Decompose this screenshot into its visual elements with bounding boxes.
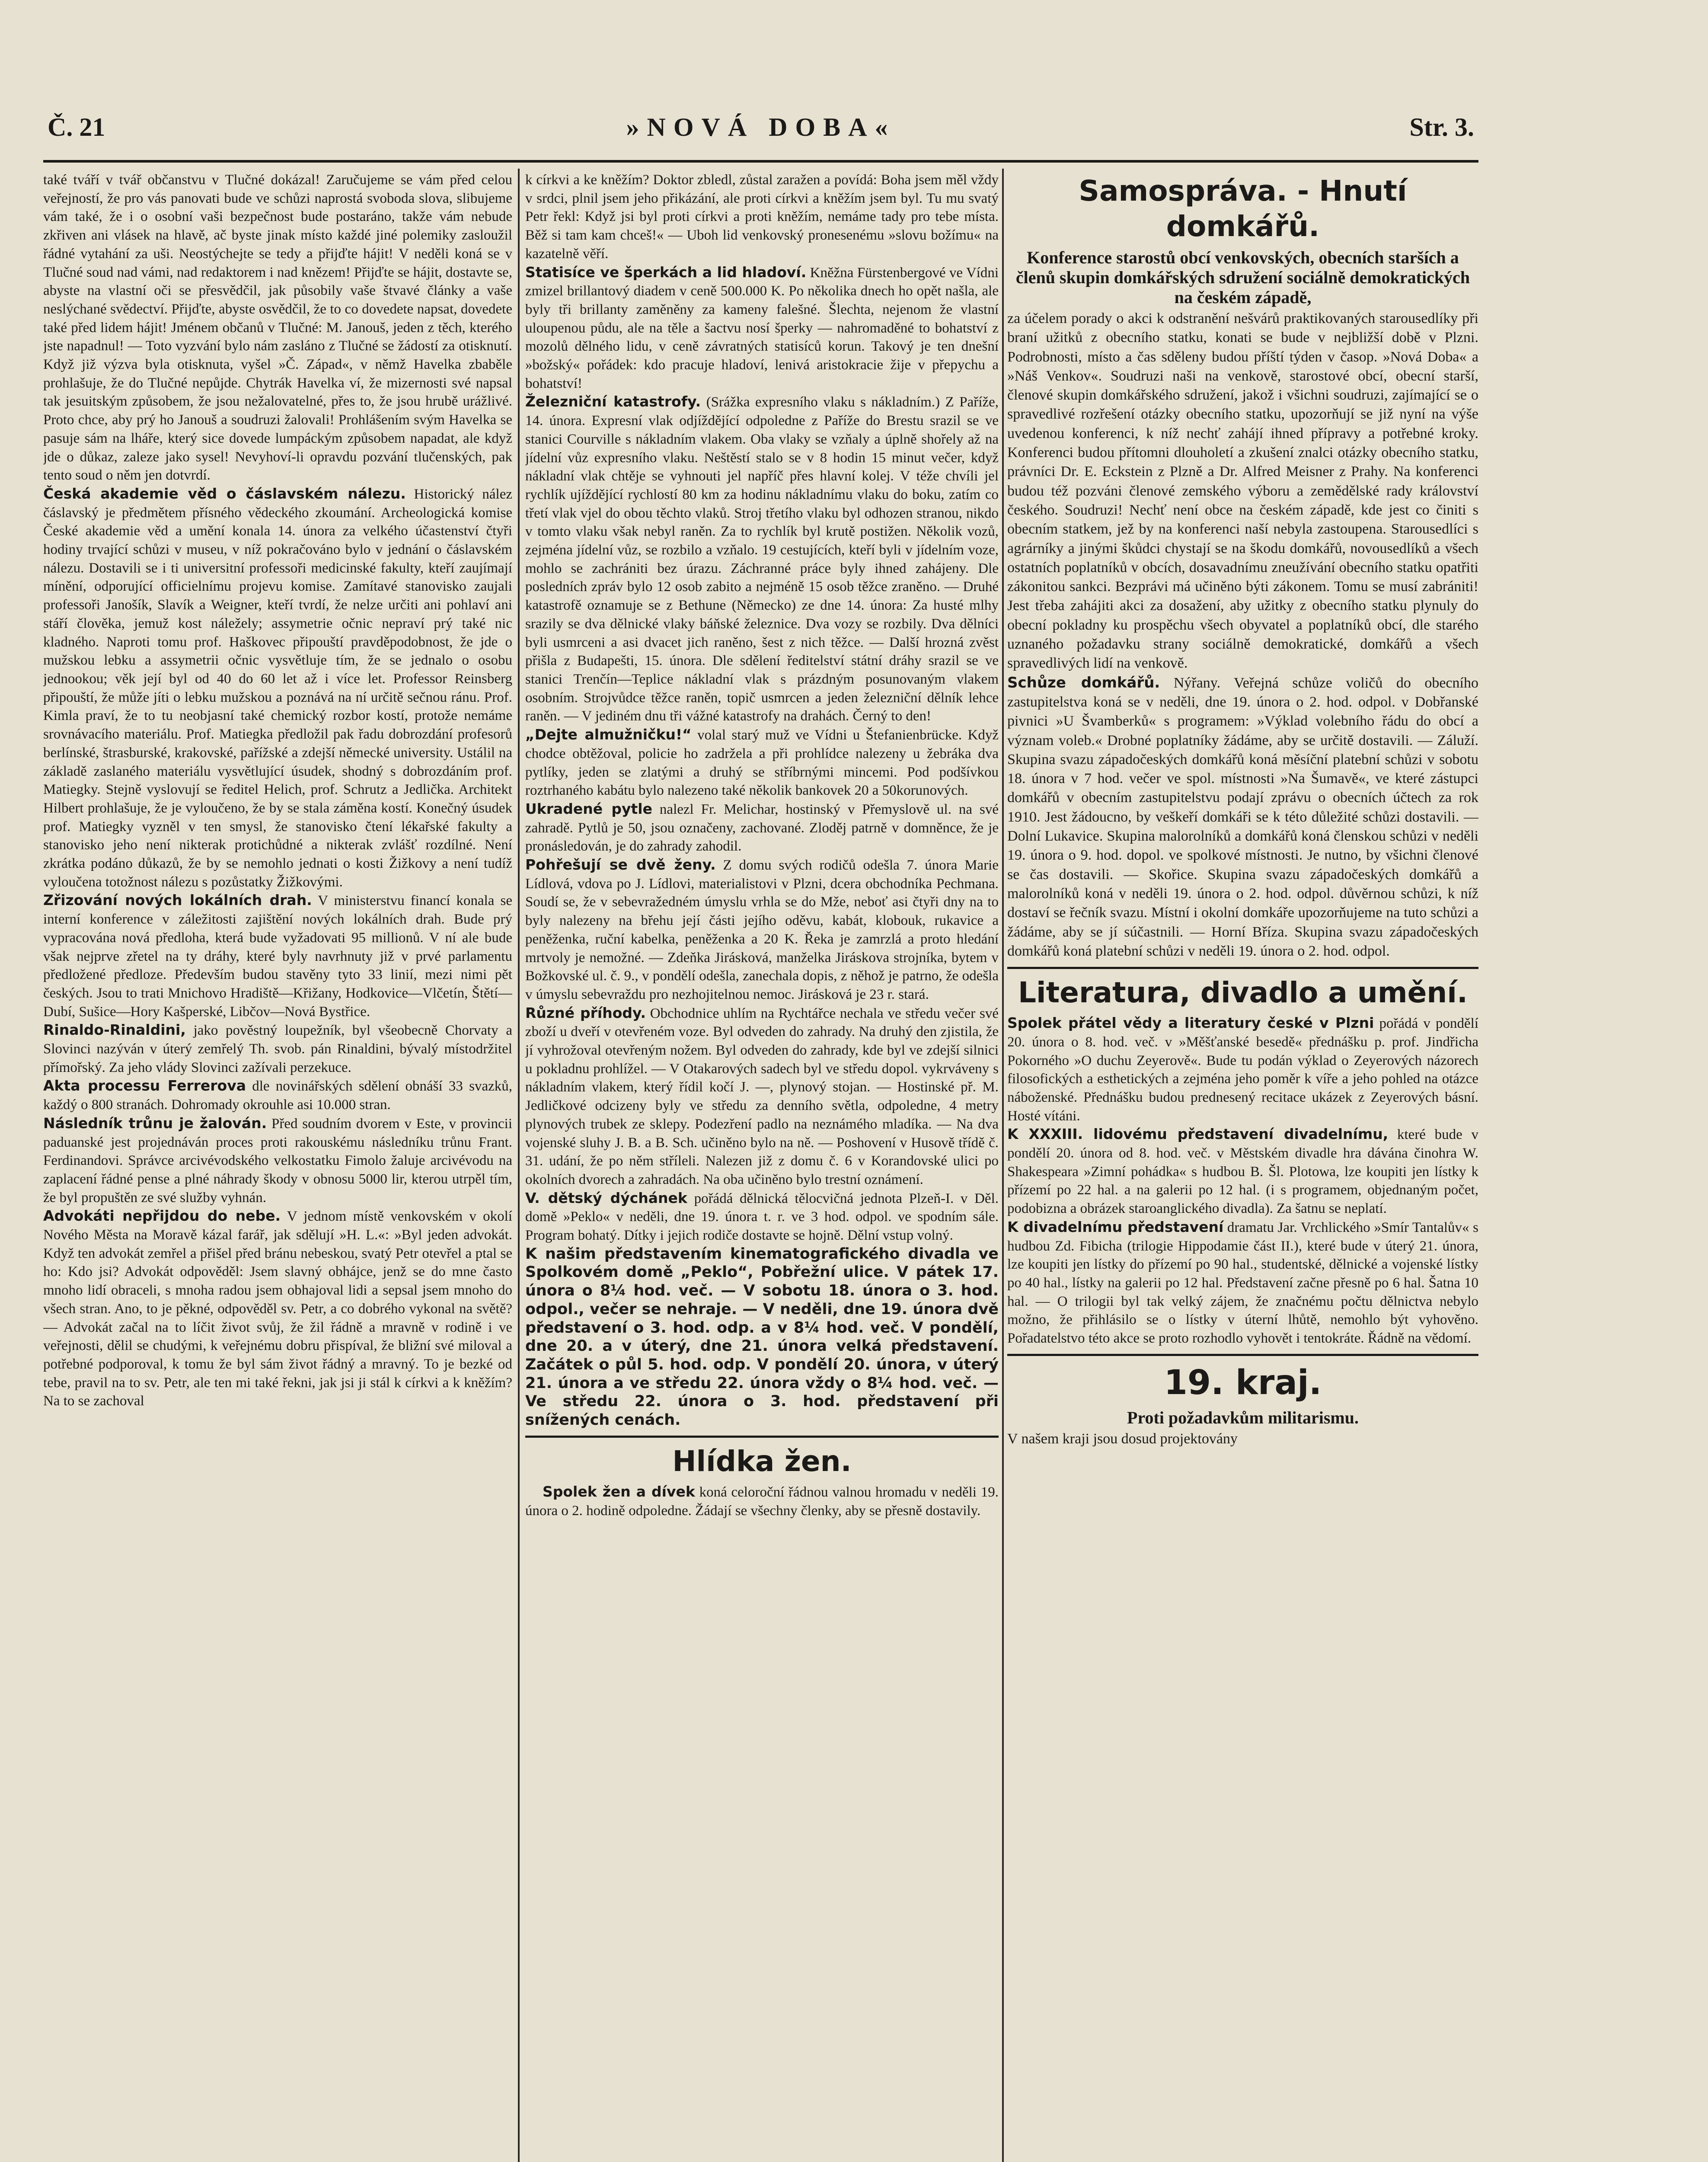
article-body: Kněžna Fürstenbergové ve Vídni zmizel brillantový diadem v ceně 500.000 K. Po několika dnech ho opět našla, ale byly tři brillanty zaměněny za kameny falešné. Šlechta, nejenom že vlastní uloupenou půdu, ale na těle a šactvu nosí šperky — nahromaděné to bohatství z mozolů dělného lidu, v ceně závratných statisíců korun. Takový je ten dnešní »božský« pořádek: kdo pracuje hladoví, lenivá aristokracie žije v přepychu a bohatství! [525,265,999,391]
article-advokati-cont: k církvi a ke kněžím? Doktor zbledl, zůstal zaražen a povídá: Boha jsem měl vždy v srdci, plnil jsem jeho přikázání, ale proti církvi a kněžím jsem byl. Tu mu svatý Petr řekl: Když jsi byl proti církvi a proti kněžím, nemáme tady pro tebe místa. Běž si tam kam chceš!« — Uboh lid venkovský pronesenému »slovu božímu« na kazatelně věří. [525,172,999,262]
article-headline: K XXXIII. lidovému představení divadelnímu, [1007,1126,1389,1143]
article-headline: Různé příhody. [525,1004,646,1021]
article-spolek-pratel [1007,1014,1478,1125]
article-body: které bude v pondělí 20. února od 8. hod. več. v Městském divadle hra dávána činohra W. Shakespeara »Zimní pohádka« s hudbou B. Šl. Plotowa, lze koupiti jen lístky k přízemí po 22 hal. a na galerii po 12 hal. (i s programem, objednaným počet, podobizna a obrázek staroanglického divadla). Za šatnu se neplatí. [1007,1127,1478,1217]
article-body: Z domu svých rodičů odešla 7. února Marie Lídlová, vdova po J. Lídlovi, materialistovi v Plzni, dcera obchodníka Pechmana. Soudí se, že v sebevražedném úmyslu vrhla se do Mže, neboť asi čtyři dny na to byly nalezeny na břehu její části jejího oděvu, kabát, klobouk, rukavice a peněženka, ruční kabelka, peněženka a 20 K. Řeka je zamrzlá a proto hledání mrtvoly je nemožné. — Zdeňka Jirásková, manželka Jiráskova strojníka, bytem v Božkovské ul. č. 9., v pondělí odešla, zanechala dopis, z něhož je patrno, že odešla v úmyslu sebevraždu pro nezhojitelnou nemoc. Jirásková je 23 r. stará. [525,857,999,1002]
article-schuze-domkaru [1007,673,1478,961]
kino-announcement: K našim představením kinematografického divadla ve Spolkovém domě „Peklo“, Pobřežní ulice. V pátek 17. února o 8¼ hod. več. — V sobotu 18. února o 3. hod. odpol., večer se nehraje. — V neděli, dne 19. února dvě představení o 3. hod. odp. a v 8¼ hod. več. V pondělí, dne 20. a v úterý, dne 21. února velká představení. Začátek o půl 5. hod. odp. V pondělí 20. února, v úterý 21. února a ve středu 22. února vždy o 8¼ hod. več. — Ve středu 22. února o 3. hod. představení při snížených cenách. [525,1245,999,1429]
article-almuznicka [525,726,999,800]
page-number: Str. 3. [1409,113,1474,141]
article-body: dle novinářských sdělení obnáší 33 svazků, každý o 800 stranách. Dohromady okrouhle asi 10.000 stran. [43,1078,512,1113]
column-3 [1007,171,1478,2162]
article-headline: K divadelnímu představení [1007,1218,1224,1235]
article-headline: „Dejte almužničku!“ [525,726,692,743]
article-divadelni-predstaveni [1007,1218,1478,1348]
article-headline: Advokáti nepřijdou do nebe. [43,1207,281,1225]
column-rule [1002,169,1004,2162]
article-militarismus: V našem kraji jsou dosud projektovány [1007,1430,1238,1447]
article-body: Historický nález čáslavský je předmětem přísného vědeckého zkoumání. Archeologická komise České akademie věd a umění konala 14. února za velkého účastenství čtyři hodiny trvající schůzi v museu, v níž pokračováno bylo v jednání o čáslavském nálezu. Dostavili se i ti universitní professoři medicinské fakulty, kteří zaujímají mínění, odporující officielnímu projevu komise. Zamítavé stanovisko zaujali professoři Janošík, Slavík a Weigner, kteří tvrdí, že nelze určiti ani pohlaví ani stáří člověka, jemuž kost náležely; assymetrie očnic nepraví prý také nic kladného. Naproti tomu prof. Haškovec připouští pravděpodobnost, že jde o mužskou lebku a assymetrii očnic vysvětluje tím, že se jednalo o osobu jednookou; věk její byl od 40 do 60 let až i více let. Professor Reinsberg připouští, že může jíti o lebku mužskou a poznává na ní určitě sečnou ránu. Prof. Kimla praví, že to tu neobjasní také chemický rozbor kostí, protože nemáme srovnávacího materiálu. Prof. Matiegka předložil pak řadu dobrozdání profesorů berlínské, štrasburské, krakovské, pařížské a zdejší německé university. Ustálil na základě zaslaného materiálu vysvětlující úsudek, shodný s dobrozdáním prof. Matiegky. Stejně vyslovují se ředitel Helich, prof. Schrutz a Jedlička. Architekt Hilbert prohlašuje, že je vyloučeno, že by se stala záměna kostí. Konečný úsudek prof. Matiegky vyzněl v ten smysl, že stanovisko čtení lékařské fakulty a stanovisko jeho není nikterak protichůdné a nikterak zvlášť rozdílné. Není zkrátka podáno důkazů, že by se nemohlo jednati o kosti Žižkovy a není tudíž vyloučena totožnost nálezu s pozůstatky Žižkovými. [43,486,512,890]
article-body: Před soudním dvorem v Este, v provincii paduanské jest projednáván proces proti rakouskému následníku trůnu Frant. Ferdinandovi. Správce arcivévodského velkostatku Fimolo žaluje arcivévodu na zaplacení řádné pense a plné náhrady škody v obnosu 5000 lir, kterou utrpěl tím, že byl propuštěn ze své služby vyhnán. [43,1116,512,1206]
article-headline: Statisíce ve šperkách a lid hladoví. [525,263,807,281]
article-body: nalezl Fr. Melichar, hostinský v Přemyslově ul. na své zahradě. Pytlů je 50, jsou označeny, zachované. Zloděj patrně v domněnce, že je pronásledován, je do zahrady zahodil. [525,801,999,854]
article-headline: Rinaldo-Rinaldini, [43,1021,186,1039]
article-headline: Ukradené pytle [525,800,652,817]
column-rule [518,169,520,2162]
article-headline: Schůze domkářů. [1007,674,1160,691]
article-body: V jednom místě venkovském v okolí Nového Města na Moravě kázal farář, jak sdělují »H. L.«: »Byl jeden advokát. Když ten advokát zemřel a přišel před bránu nebeskou, svatý Petr otevřel a ptal se ho: Kdo jsi? Advokát odpověděl: Jsem slavný obhájce, jenž se do mne často mnoho lidí obraceli, s mnoha radou jsem obhajoval lidi a sepsal jsem mnoho do všech stran. Ano, to je pěkné, odpověděl sv. Petr, a co dobrého vykonal na světě? — Advokát začal na to líčit život svůj, že žil řádně a mravně v rodině i ve veřejnosti, dělil se chudými, k veřejnému dobru přispíval, že bližní své miloval a potřebné podporoval, k tomu že byl sám život řádný a mravný. To je bezké od tebe, pravil na to sv. Petr, ale ten mi také řekni, jak jsi ji stál k církvi a k kněžím? Na to se zachoval [43,1209,512,1409]
article-body: dramatu Jar. Vrchlického »Smír Tantalův« s hudbou Zd. Fibicha (trilogie Hippodamie část II.), které bude v úterý 21. února, lze koupiti jen lístky do přízemí po 90 hal., studentské, dělnické a vojenské lístky po 40 hal., lístky na galerii po 12 hal. Představení začne přesně po 6 hal. Šatna 10 hal. — O trilogii byl tak velký zájem, že značnému počtu dělnictva nebylo možno, že přihlásilo se o lístky v úterní lhůtě, nemohlo být vyhověno. Pořadatelstvo této akce se proto rozhodlo vyhovět i tentokráte. Řádně na vědomí. [1007,1219,1478,1346]
article-sperky [525,263,999,393]
section-heading-kraj: 19. kraj. [1164,1363,1322,1402]
section-heading-literatura: Literatura, divadlo a umění. [1018,976,1468,1010]
article-konference: za účelem porady o akci k odstranění nešvárů praktikovaných starousedlíky při braní užitků z obecního statku, konati se bude v nejbližší době v Plzni. Podrobnosti, místo a čas sděleny budou příští týden v časop. »Nová Doba« a »Náš Venkov«. Soudruzi naši na venkově, starostové obcí, obecní starší, členové skupin domkářského sdružení, jakož i všichni soudruzi, zajímající se o spravedlivé rozřešení otázky obecního statku, upozorňují se již nyní na výše uvedenou konferenci, k níž nechť zahájí ihned přípravy a potřebné kroky. Konferenci budou přítomni dlouholetí a zkušení znalci otázky obecního statku, právníci Dr. E. Eckstein z Plzně a Dr. Alfred Meisner z Prahy. Na konferenci budou též pozváni členové zemského výboru a zemědělské rady království českého. Soudruzi! Nechť není obce na českém západě, kde jest co činiti s obecním statkem, jež by na konferenci naší nebyla zastoupena. Starousedlíci s agrárníky a jinými škůdci chystají se na škodu domkářů, novousedlíků a všech ostatních poplatníků v obcích, dosavadnímu zneužívání obecního statku opatřiti zákonitou sankci. Bezprávi má učiněno býti zákonem. Tomu se musí zabrániti! Jest třeba zahájiti akci za dosažení, aby užitky z obecního statku plynuly do obecní pokladny ku prospěchu všech obyvatel a poplatníků obcí, dle starého uznaného požadavku strany sociálně demokratické, domkářů a všech spravedlivých lidí na venkově. [1007,310,1478,672]
section-divider [1007,967,1478,969]
section-heading-hlidka-zen: Hlídka žen. [672,1444,852,1478]
subheading-konference: Konference starostů obcí venkovských, obecních starších a členů skupin domkářských sdružení sociálně demokratických na českém západě, [1015,248,1470,307]
article-body: jako pověstný loupežník, byl všeobecně Chorvaty a Slovinci nazýván v úterý zemřelý Th. svob. pán Rinaldini, bývalý místodržitel přímořský. Za jeho vlády Slovinci zažívali perzekuce. [43,1023,512,1075]
article-headline: Železniční katastrofy. [525,393,701,410]
article-headline: Spolek přátel vědy a literatury české v Plzni [1007,1014,1374,1032]
article-ferrer [43,1077,512,1114]
article-body: pořádá dělnická tělocvičná jednota Plzeň-I. v Děl. domě »Peklo« v neděli, dne 19. února t. r. ve 3 hod. odpol. ve spodním sále. Program bohatý. Dítky i jejich rodiče dostavte se hojně. Dělní vstup volný. [525,1190,999,1244]
article-prihody [525,1004,999,1189]
article-headline: Česká akademie věd o čáslavském nálezu. [43,485,406,502]
column-2 [525,171,999,2162]
section-heading-samosprava: Samospráva. - Hnutí domkářů. [1079,174,1407,243]
article-dychanek [525,1189,999,1245]
article-naslednik [43,1114,512,1207]
article-tlucna: také tváří v tvář občanstvu v Tlučné dokázal! Zaručujeme se vám před celou veřejností, že pro vás panovati bude ve schůzi naprostá svoboda slova, slibujeme vám také, že i o osobní vaši bezpečnost bude postaráno, takže vám nebude zkřiven ani vlásek na hlavě, ač byste jinak místo každé jiné polemiky zasloužil řádné vytahání za uši. Neostýchejte se tedy a přijďte hájit! V neděli koná se v Tlučné soud nad vámi, nad redaktorem i nad knězem! Přijďte se hájit, dostavte se, abyste na vlastní oči se přesvědčil, jak působily vaše štvavé články a vaše neslýchané svědectví. Přijďte, abyste osvědčil, že to co dovedete napsat, dovedete také před lidem hájit! Jménem občanů v Tlučné: M. Janouš, jeden z těch, kterého jste napadnul! — Toto vyzvání bylo nám zasláno z Tlučné se žádostí za otisknutí. Když již výzva byla otisknuta, vyšel »Č. Západ«, v němž Havelka zbaběle prohlašuje, že do Tlučné nepůjde. Chytrák Havelka ví, že mizernosti své napsal tak jesuitským způsobem, že jsou nežalovatelné, přes to, že jsou hrubě urážlivé. Proto chce, aby prý ho Janouš a soudruzi žalovali! Prohlášením svým Havelka se pasuje sám na lháře, který sice dovede lumpáckým způsobem napadat, ale když jde o důkaz, zaleze jako sysel! Nevyhoví-li opravdu pozvání tlučenských, pak tento soud o něm jen dotvrdí. [43,172,512,483]
section-divider [525,1436,999,1438]
column-1 [43,171,512,2162]
article-akademie [43,485,512,891]
section-divider [1007,1354,1478,1356]
article-zeny [525,856,999,1004]
article-headline: Akta processu Ferrerova [43,1077,246,1094]
subheading-militarismus: Proti požadavkům militarismu. [1127,1407,1359,1427]
article-headline: Spolek žen a dívek [543,1483,695,1500]
article-rinaldini [43,1021,512,1077]
article-headline: V. dětský dýchánek [525,1189,687,1206]
article-headline: Zřizování nových lokálních drah. [43,892,312,909]
article-body: Nýřany. Veřejná schůze voličů do obecního zastupitelstva koná se v neděli, dne 19. února o 2. hod. odpol. v Dobřanské pivnici »U Švamberků« s programem: »Výklad volebního řádu do obcí a význam voleb.« Drobné poplatníky žádáme, aby se určitě dostavili. — Záluží. Skupina svazu západočeských domkářů koná měsíční platební schůzi v sobotu 18. února v 7 hod. večer ve spol. místnosti »Na Šumavě«, ve které zástupci domkářů v obecním zastupitelstvu podají zprávu o obecních účtech za rok 1910. Jest žádoucno, by veškeří domkáři se k této důležité schůzi dostavili. — Dolní Lukavice. Skupina malorolníků a domkářů koná členskou schůzi v neděli 19. února o 9. hod. dopol. ve spolkové místnosti. Je nutno, by všichni členové se čas dostavili. — Skořice. Skupina svazu západočeských domkářů a malorolníků koná v neděli 19. února o 2. hod. odpol. důvěrnou schůzi, k níž dostaví se řečník svazu. Místní i okolní domkáře upozorňujeme na tuto schůzi a žádáme, aby se jí súčastnili. — Horní Bříza. Skupina svazu západočeských domkářů koná platební schůzi v neděli 19. února o 2. hod. odpol. [1007,675,1478,959]
issue-number: Č. 21 [48,113,105,141]
article-katastrofy [525,393,999,726]
article-pytle [525,800,999,856]
newspaper-title: »NOVÁ DOBA« [626,113,896,141]
article-advokati [43,1207,512,1410]
article-body: (Srážka expresního vlaku s nákladním.) Z Paříže, 14. února. Expresní vlak odjíždějící odpoledne z Paříže do Brestu srazil se ve stanici Courville s nákladním vlakem. Oba vlaky se vzňaly a úplně shořely až na jídelní vůz expresního vlaku. Neštěstí stalo se v 8 hodin 15 minut večer, když nákladní vlak chtěje se vyhnouti jel napříč přes hlavní kolej. V téže chvíli jel rychlík ujíždějící rychlostí 80 km za hodinu nákladnímu vlaku do boku, zatím co třetí vlak vjel do obou těchto vlaků. Stroj třetího vlaku byl odhozen stranou, nikdo v tomto vlaku však nebyl raněn. Za to rychlík byl krutě postižen. Několik vozů, zejména jídelní vůz, se rozbilo a vzňalo. 19 cestujících, kteří byli v jídelním voze, mohlo se zachrániti bez úrazu. Záchranné práce byly ihned zahájeny. Dle posledních zpráv bylo 12 osob zabito a nejméně 15 osob těžce zraněno. — Druhé katastrofě oznamuje se z Bethune (Německo) ze dne 14. února: Za husté mlhy srazily se dva dělnické vlaky báňské železnice. Dva vozy se rozbily. Dva dělníci byli usmrceni a asi dvacet jich raněno, šest z nich těžce. — Další hrozná zvěst přišla z Budapešti, 15. února. Dle sdělení ředitelství státní dráhy srazil se ve stanici Trenčín—Teplice nákladní vlak s prázdným posunovaným vlakem osobním. Strojvůdce těžce raněn, topič usmrcen a jeden železniční dělník lehce raněn. — V jediném dnu tři vážné katastrofy na drahách. Černý to den! [525,394,999,724]
article-lokalni-drahy [43,891,512,1021]
article-spolek-zen [525,1483,999,1520]
article-body: pořádá v pondělí 20. února o 8. hod. več. v »Měšťanské besedě« přednášku p. prof. Jindřicha Pokorného »O duchu Zeyerově«. Bude tu podán výklad o Zeyerových názorech filosofických a esthetických a zejména jeho poměr k víře a jeho pohled na otázce náboženské. Přednášku budou prednesený recitace ukázek z Zeyerových básní. Hosté vítáni. [1007,1016,1478,1124]
article-body: Obchodnice uhlím na Rychtářce nechala ve středu večer své zboží u dveří v otevřeném voze. Byl odveden do zahrady. Na druhý den zjistila, že jí vyhrožoval otevřeným nožem. Byl odveden do zahrady, kde byl ve zdejší silnici u pokladnu prohlížel. — V Otakarových sadech byl ve středu dopol. vykrváveny s nákladním vlakem, který řídil kočí J. —, plynový stojan. — Hostinské př. M. Jedličkové odcizeny byly ve středu za denního světla, odpoledne, 4 metry plynových trubek ze sklepy. Podezření padlo na neznámého mladíka. — Na dva vojenské sluhy J. B. a B. Sch. učiněno bylo na ně. — Poshovení v Husově třídě č. 31. udání, že po něm stříleli. Nalezen již z domu č. 6 v Korandovské ulici po okolních dvorech a zahradách. Na oba učiněno bylo trestní oznámení. [525,1005,999,1187]
article-headline: Pohřešují se dvě ženy. [525,856,716,873]
article-body: V ministerstvu financí konala se interní konference v záležitosti zajištění nových lokálních drah. Bude prý vypracována nová předloha, která bude vyžadovati 95 millionů. V ní ale bude však nejprve zřetel na ty dráhy, které byly navrhnuty již v prvé parlamentu předložené předloze. Především budou stavěny tyto 33 linií, mezi nimi pět českých. Jsou to trati Mnichovo Hradiště—Křižany, Hodkovice—Vlčetín, Štětí—Dubí, Sušice—Hory Kašperské, Libčov—Nová Bystřice. [43,893,512,1020]
article-body: koná celoroční řádnou valnou hromadu v neděli 19. února o 2. hodině odpoledne. Žádají se všechny členky, aby se přesně dostavily. [525,1484,999,1519]
page-header [43,112,1478,163]
article-body: volal starý muž ve Vídni u Štefanienbrücke. Když chodce obtěžoval, policie ho zadržela a při prohlídce nalezeny u žebráka dva pytlíky, jeden se zlatými a druhý se stříbrnými mincemi. Pod podšívkou roztrhaného kabátu bylo nalezeno také několik bankovek 20 a 50korunových. [525,727,999,799]
article-lidove-predstaveni [1007,1125,1478,1218]
article-headline: Následník trůnu je žalován. [43,1114,267,1132]
